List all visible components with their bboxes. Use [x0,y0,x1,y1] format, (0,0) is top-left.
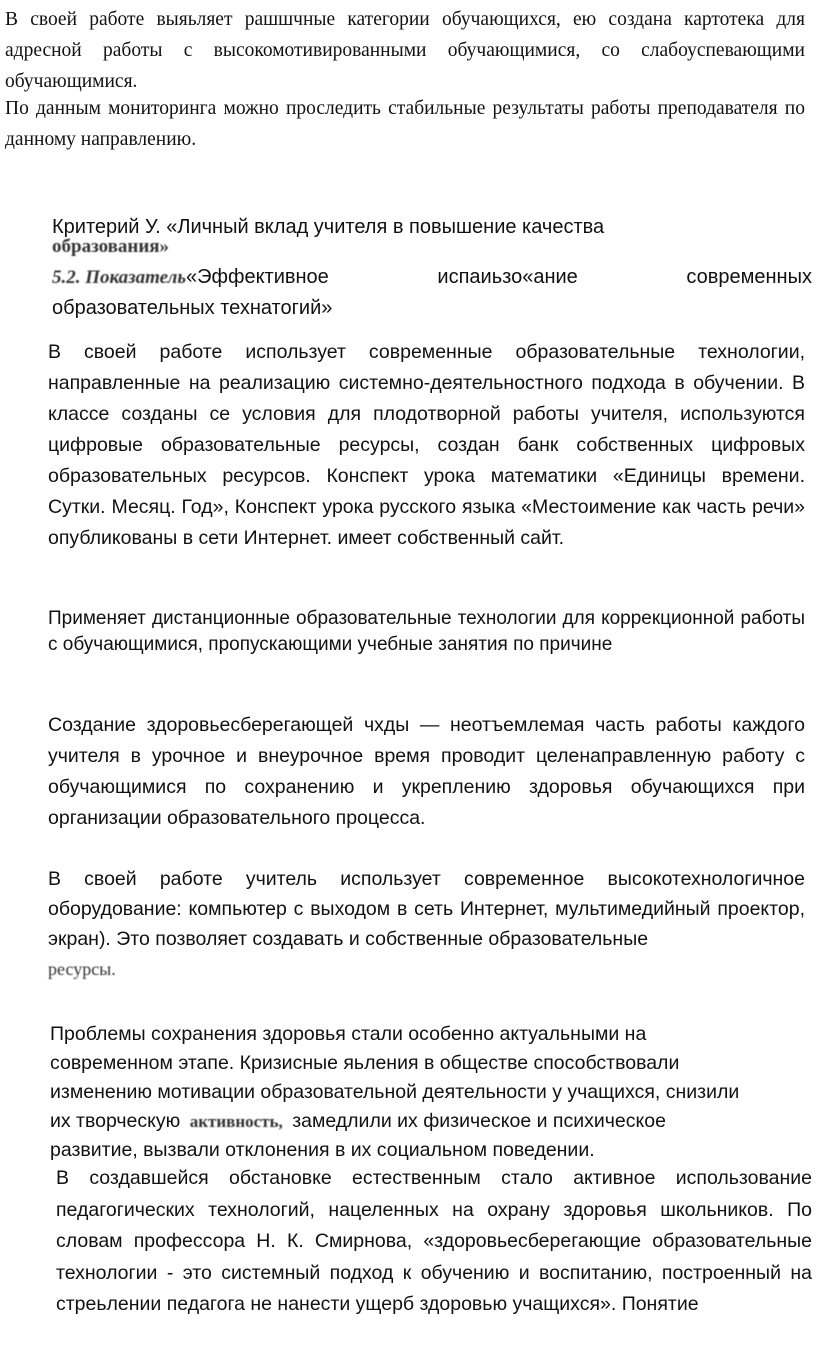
paragraph-7 [50,1020,810,1165]
paragraph-2: По данным мониторинга можно проследить стабильные результаты работы преподавателя по данному направлению. [5,98,805,150]
paragraph-8: В создавшейся обстановке естественным стало активное использование педагогических технологий, нацеленных на охрану здоровья школьников. По словам профессора Н. К. Смирнова, «здоровьесберегающие образовательные технологии - это системный подход к обучению и воспитанию, построенный на стреьлении педагога не нанести ущерб здоровью учащихся». Понятие [56,1167,812,1315]
paragraph-4: Применяет дистанционные образовательные технологии для коррекционной работы с обучающимися, пропускающими учебные занятия по причине [48,608,805,655]
paragraph-7-line-5: развитие, вызвали отклонения в их социальном поведении. [50,1139,595,1161]
paragraph-6-main: В своей работе учитель использует современное высокотехнологичное оборудование: компьютер с выходом в сеть Интернет, мультимедийный проектор, экран). Это позволяет создавать и собственные образовательные [48,868,805,950]
paragraph-7-line-2: современном этапе. Кризисные яьления в обществе способствовали [50,1052,680,1074]
paragraph-6 [48,864,805,984]
criterion-title: Критерий У. «Личный вклад учителя в повышение качества [52,216,605,238]
paragraph-7-line-4-b: активность, [189,1112,283,1131]
paragraph-7-line-4 [50,1107,810,1136]
paragraph-7-line-1: Проблемы сохранения здоровья стали особенно актуальными на [50,1023,647,1045]
indicator-word-1: «Эффективное [186,266,329,288]
indicator-word-2: испаиьзо«ание [437,266,578,288]
paragraph-7-line-4-a: их творческую [50,1110,181,1132]
paragraph-7-line-4-c: замедлили их физическое и психическое [292,1110,666,1132]
criterion-block [52,212,812,323]
paragraph-1: В своей работе выяьляет рашшчные категории обучающихся, ею создана картотека для адресной работы с высокомотивированными обучающимися, со слабоуспевающими обучающимися. [5,9,805,92]
indicator-word-3: современных [686,266,812,288]
paragraph-3: В своей работе использует современные образовательные технологии, направленные на реализацию системно-деятельностного подхода в обучении. В классе созданы се условия для плодотворной работы учителя, используются цифровые образовательные ресурсы, создан банк собственных цифровых образовательных ресурсов. Конспект урока математики «Единицы времени. Сутки. Месяц. Год», Конспект урока русского языка «Местоимение как часть речи» опубликованы в сети Интернет. имеет собственный сайт. [48,341,805,549]
criterion-title-continuation: образования» [52,236,170,257]
indicator-label: 5.2. Показатель [52,267,187,288]
paragraph-5: Создание здоровьесберегающей чхды — неотъемлемая часть работы каждого учителя в урочное и внеурочное время проводит целенаправленную работу с обучающимися по сохранению и укреплению здоровья обучающихся при организации образовательного процесса. [48,714,805,829]
indicator-line-2: образовательных технатогий» [52,297,333,319]
indicator-line [52,262,812,293]
paragraph-7-line-3: изменению мотивации образовательной деятельности у учащихся, снизили [50,1081,740,1103]
paragraph-6-tail: ресурсы. [48,959,116,979]
